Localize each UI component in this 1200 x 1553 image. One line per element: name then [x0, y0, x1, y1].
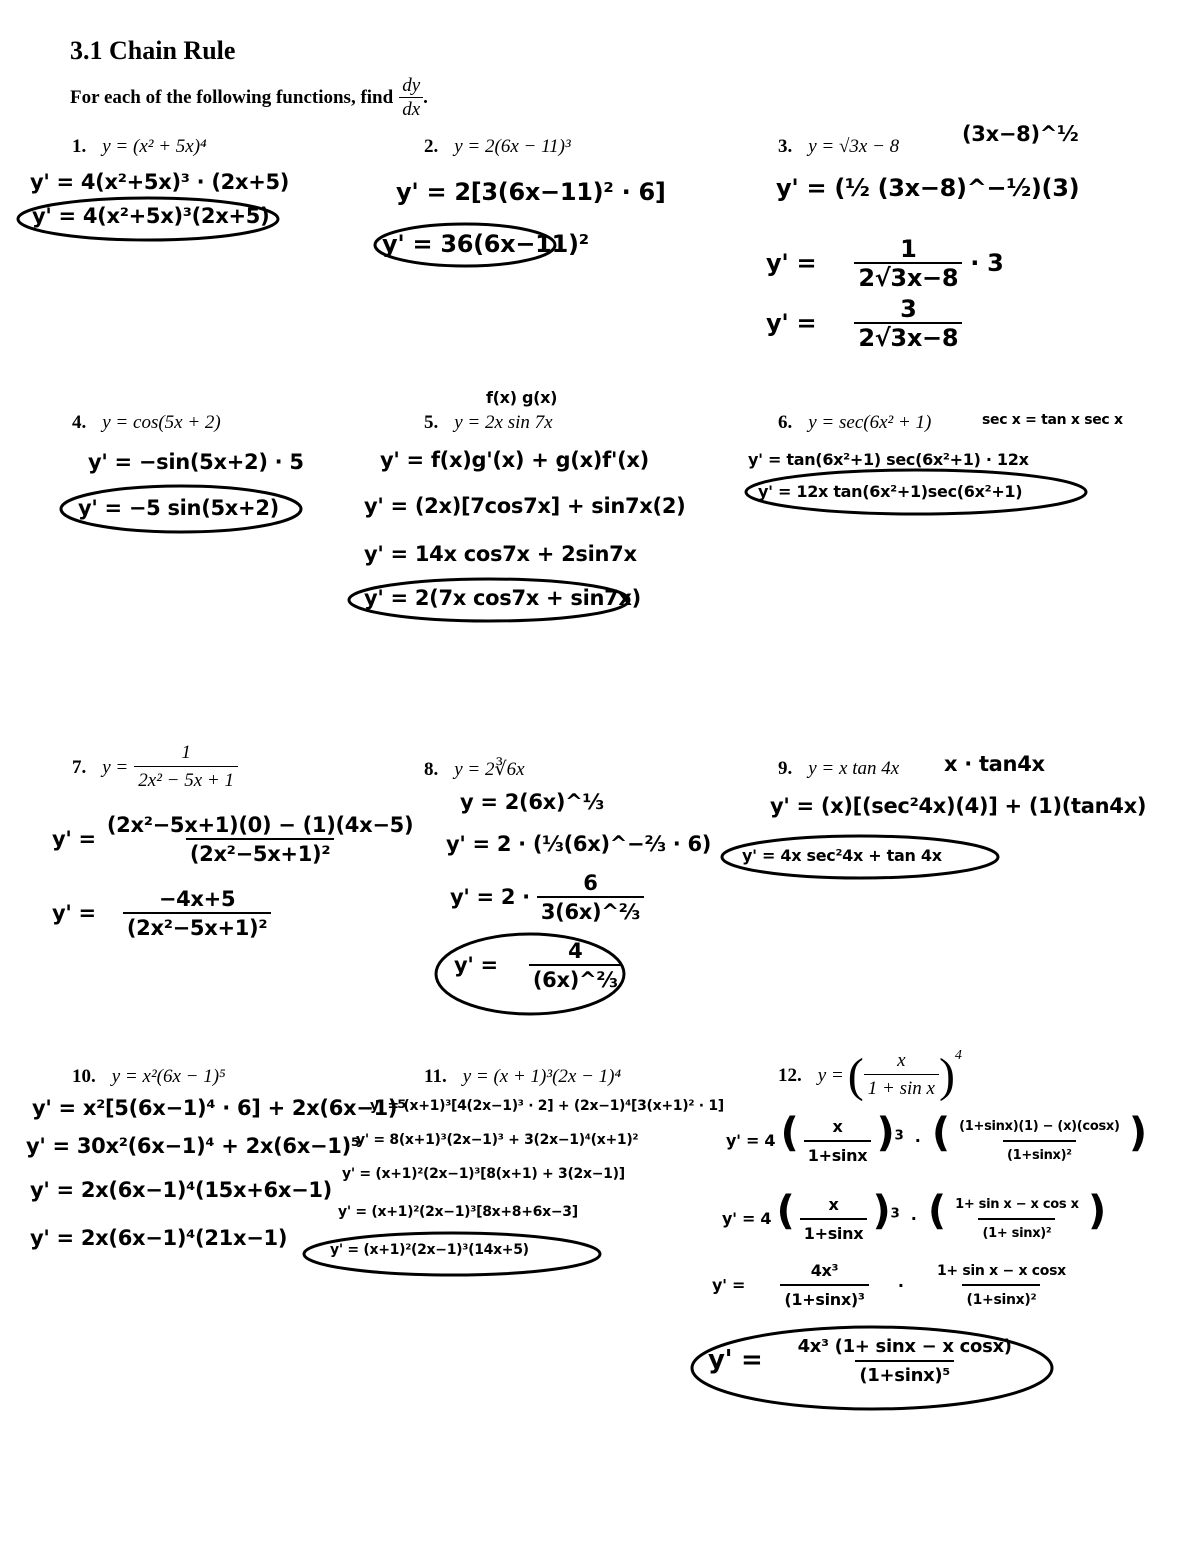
work-lhs: y' =	[708, 1345, 763, 1375]
work-lhs: y' =	[52, 901, 96, 925]
paren-right: )	[872, 1188, 891, 1234]
problem-12	[778, 1048, 962, 1103]
problem-equation: y = 2x sin 7x	[454, 412, 553, 433]
paren-right: )	[876, 1110, 895, 1156]
problem-4	[72, 412, 221, 434]
work-denominator: 3(6x)^⅔	[537, 896, 644, 926]
work-note: f(x) g(x)	[486, 388, 558, 407]
problem-8	[424, 758, 525, 781]
equation-prefix: y =	[102, 756, 129, 778]
work-line: y' = 2[3(6x−11)² · 6]	[396, 178, 666, 206]
final-answer: y' = (x+1)²(2x−1)³(14x+5)	[330, 1242, 529, 1258]
work-lhs: y' = 4	[722, 1209, 772, 1228]
work-line: y' = (2x)[7cos7x] + sin7x(2)	[364, 494, 686, 518]
paren-left: (	[776, 1188, 795, 1234]
problem-equation: y = (x² + 5x)⁴	[102, 136, 207, 157]
final-answer: y' = 2(7x cos7x + sin7x)	[364, 586, 641, 610]
work-denominator: 2√3x−8	[854, 322, 962, 352]
problem-equation: y = x²(6x − 1)⁵	[111, 1066, 226, 1087]
work-fraction	[103, 812, 417, 868]
work-line: y' = 4(x²+5x)³ · (2x+5)	[30, 170, 290, 194]
work-line	[726, 1110, 1147, 1170]
work-power: 3	[890, 1206, 900, 1222]
work-line	[722, 1188, 1106, 1248]
problem-equation: y = √3x − 8	[808, 136, 900, 157]
instruction-text: For each of the following functions, find	[70, 87, 394, 108]
equation-power: 4	[954, 1048, 962, 1063]
work-denominator: 1+sinx	[804, 1140, 871, 1170]
paren-right: )	[1087, 1188, 1106, 1234]
paren-right: )	[1128, 1110, 1147, 1156]
work-numerator: x	[828, 1194, 839, 1214]
work-line: y' = −sin(5x+2) · 5	[88, 450, 304, 474]
problem-number: 3.	[778, 136, 793, 157]
problem-11	[424, 1066, 621, 1088]
work-fraction	[794, 1334, 1016, 1390]
work-dot: ·	[910, 1209, 917, 1228]
work-line	[450, 870, 644, 926]
work-line	[766, 236, 1004, 292]
work-numerator: 4	[568, 939, 583, 963]
work-line: y' = 14x cos7x + 2sin7x	[364, 542, 637, 566]
work-line: y' = (½ (3x−8)^−½)(3)	[776, 174, 1080, 202]
work-line: y' = 2x(6x−1)⁴(15x+6x−1)	[30, 1178, 332, 1202]
work-line: y' = tan(6x²+1) sec(6x²+1) · 12x	[748, 450, 1029, 469]
problem-equation: y = 2(6x − 11)³	[454, 136, 571, 157]
work-denominator: (6x)^⅔	[529, 964, 622, 994]
work-line: y = 2(6x)^⅓	[460, 790, 604, 814]
paren-right: )	[938, 1049, 955, 1102]
equation-prefix: y =	[817, 1064, 844, 1086]
problem-9	[778, 758, 899, 780]
problem-number: 5.	[424, 412, 439, 433]
final-answer	[454, 938, 622, 994]
work-numerator: 1	[900, 235, 917, 263]
work-denominator: (1+sinx)²	[1003, 1140, 1076, 1170]
work-numerator: (1+sinx)(1) − (x)(cosx)	[959, 1118, 1120, 1134]
problem-equation: y = cos(5x + 2)	[102, 412, 221, 433]
page-title: 3.1 Chain Rule	[70, 36, 236, 65]
problem-number: 12.	[778, 1064, 802, 1086]
work-denominator: 2√3x−8	[854, 262, 962, 292]
work-lhs: y' =	[766, 309, 817, 337]
work-line	[712, 1258, 1070, 1314]
problem-number: 2.	[424, 136, 439, 157]
work-line: y' = 30x²(6x−1)⁴ + 2x(6x−1)⁵	[26, 1134, 360, 1158]
problem-equation: y = (x + 1)³(2x − 1)⁴	[462, 1066, 622, 1087]
work-line: y' = 8(x+1)³(2x−1)³ + 3(2x−1)⁴(x+1)²	[356, 1132, 639, 1148]
work-lhs: y' =	[712, 1275, 746, 1295]
problem-7	[72, 740, 238, 795]
problem-number: 10.	[72, 1066, 96, 1087]
problem-number: 1.	[72, 136, 87, 157]
problem-number: 9.	[778, 758, 793, 779]
work-line: y' = (x+1)²(2x−1)³[8(x+1) + 3(2x−1)]	[342, 1166, 625, 1182]
work-line: y' = f(x)g'(x) + g(x)f'(x)	[380, 448, 649, 472]
frac-numerator: dy	[402, 74, 421, 96]
work-fraction	[537, 870, 644, 926]
equation-fraction	[134, 740, 238, 795]
problem-3	[778, 136, 899, 158]
work-fraction	[804, 1114, 871, 1170]
work-numerator: x	[832, 1116, 843, 1136]
work-fraction	[955, 1114, 1124, 1170]
work-line	[52, 886, 271, 942]
work-denominator: (1+ sinx)²	[978, 1218, 1055, 1248]
frac-tail: .	[423, 87, 428, 108]
work-lhs: y' = 2 ·	[450, 885, 530, 909]
work-numerator: 1+ sin x − x cos x	[955, 1196, 1079, 1212]
work-line	[766, 296, 962, 352]
final-answer	[708, 1334, 1016, 1390]
work-line: y' = 2x(6x−1)⁴(21x−1)	[30, 1226, 288, 1250]
work-lhs: y' =	[52, 827, 96, 851]
paren-left: (	[847, 1049, 864, 1102]
work-fraction	[123, 886, 271, 942]
problem-number: 11.	[424, 1066, 447, 1087]
problem-10	[72, 1066, 226, 1088]
work-dot: ·	[897, 1275, 904, 1295]
problem-equation: y = x tan 4x	[808, 758, 900, 779]
final-answer: y' = 12x tan(6x²+1)sec(6x²+1)	[758, 482, 1023, 501]
equation-denominator: 2x² − 5x + 1	[134, 766, 238, 795]
work-fraction	[854, 296, 962, 352]
problem-equation: y = sec(6x² + 1)	[808, 412, 932, 433]
problem-equation: y = 2∛6x	[454, 759, 525, 780]
work-fraction	[933, 1258, 1070, 1314]
problem-6	[778, 412, 931, 434]
problem-1	[72, 136, 207, 158]
work-lhs: y' = 4	[726, 1131, 776, 1150]
work-lhs: y' =	[766, 249, 817, 277]
work-denominator: (1+sinx)³	[780, 1284, 868, 1314]
work-line: y' = (x+1)³[4(2x−1)³ · 2] + (2x−1)⁴[3(x+1)² · 1]	[370, 1098, 724, 1114]
paren-left: (	[927, 1188, 946, 1234]
problem-5	[424, 412, 553, 434]
work-denominator: (2x²−5x+1)²	[186, 838, 334, 868]
work-fraction	[951, 1192, 1083, 1248]
work-fraction	[800, 1192, 867, 1248]
work-denominator: 1+sinx	[800, 1218, 867, 1248]
work-note: (3x−8)^½	[962, 122, 1079, 146]
work-line: y' = x²[5(6x−1)⁴ · 6] + 2x(6x−1)⁵	[32, 1096, 407, 1120]
work-numerator: −4x+5	[158, 887, 236, 911]
work-fraction	[529, 938, 622, 994]
work-power: 3	[894, 1128, 904, 1144]
work-numerator: 6	[583, 871, 598, 895]
problem-number: 8.	[424, 758, 439, 780]
work-denominator: (1+sinx)²	[962, 1284, 1040, 1314]
work-lhs: y' =	[454, 953, 498, 977]
work-dot: ·	[914, 1131, 921, 1150]
problem-number: 6.	[778, 412, 793, 433]
problem-2	[424, 136, 571, 158]
problem-number: 4.	[72, 412, 87, 433]
work-line	[52, 812, 417, 868]
paren-left: (	[931, 1110, 950, 1156]
final-answer: y' = 36(6x−11)²	[382, 230, 589, 258]
final-answer: y' = −5 sin(5x+2)	[78, 496, 279, 520]
work-denominator: (1+sinx)⁵	[855, 1360, 954, 1390]
equation-numerator: x	[897, 1050, 906, 1071]
work-tail: · 3	[970, 249, 1004, 277]
work-numerator: (2x²−5x+1)(0) − (1)(4x−5)	[106, 813, 414, 837]
work-fraction	[780, 1258, 868, 1314]
final-answer: y' = 4(x²+5x)³(2x+5)	[32, 204, 270, 228]
paren-left: (	[780, 1110, 799, 1156]
work-line: y' = 2 · (⅓(6x)^−⅔ · 6)	[446, 832, 712, 856]
work-numerator: 3	[900, 295, 917, 323]
equation-fraction	[864, 1048, 939, 1103]
work-numerator: 4x³	[810, 1261, 839, 1280]
work-denominator: (2x²−5x+1)²	[123, 912, 271, 942]
dy-dx-fraction	[399, 75, 423, 122]
instruction	[70, 72, 428, 124]
work-numerator: 1+ sin x − x cosx	[936, 1263, 1066, 1279]
work-line: y' = (x+1)²(2x−1)³[8x+8+6x−3]	[338, 1204, 578, 1220]
problem-number: 7.	[72, 756, 87, 778]
work-fraction	[854, 236, 962, 292]
work-note: x · tan4x	[944, 752, 1045, 776]
equation-numerator: 1	[181, 742, 191, 763]
equation-denominator: 1 + sin x	[864, 1074, 939, 1103]
final-answer: y' = 4x sec²4x + tan 4x	[742, 846, 942, 865]
work-numerator: 4x³ (1+ sinx − x cosx)	[797, 1336, 1012, 1357]
work-line: y' = (x)[(sec²4x)(4)] + (1)(tan4x)	[770, 794, 1147, 818]
work-note: sec x = tan x sec x	[982, 412, 1123, 428]
frac-denominator: dx	[399, 97, 423, 122]
